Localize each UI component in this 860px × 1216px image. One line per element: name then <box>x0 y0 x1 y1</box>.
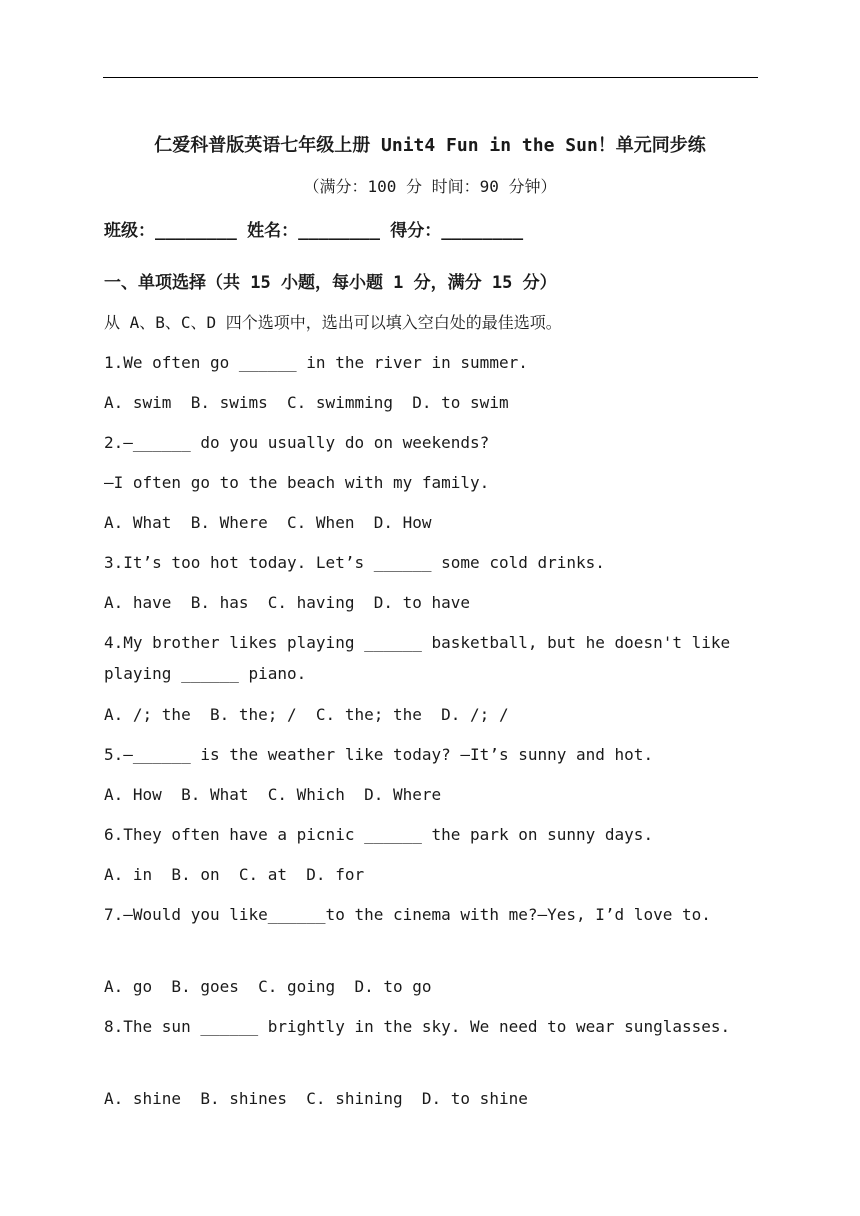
student-info-row: 班级：________ 姓名：________ 得分：________ <box>104 221 524 241</box>
question-2: 2.—______ do you usually do on weekends? <box>104 433 490 452</box>
question-8: 8.The sun ______ brightly in the sky. We need to wear sunglasses. <box>104 1017 731 1036</box>
question-6-options: A. in B. on C. at D. for <box>104 865 365 884</box>
question-6: 6.They often have a picnic ______ the park on sunny days. <box>104 825 654 844</box>
question-5: 5.—______ is the weather like today? —It’s sunny and hot. <box>104 745 654 764</box>
section-heading: 一、单项选择（共 15 小题，每小题 1 分，满分 15 分） <box>104 273 557 293</box>
question-2-options: A. What B. Where C. When D. How <box>104 513 432 532</box>
question-5-options: A. How B. What C. Which D. Where <box>104 785 442 804</box>
header-rule <box>103 77 758 78</box>
question-4: 4.My brother likes playing ______ basketball, but he doesn't like playing ______ piano. <box>104 633 740 683</box>
question-7: 7.—Would you like______to the cinema with me?—Yes, I’d love to. <box>104 905 711 924</box>
question-7-options: A. go B. goes C. going D. to go <box>104 977 432 996</box>
question-8-options: A. shine B. shines C. shining D. to shine <box>104 1089 528 1108</box>
document-title: 仁爱科普版英语七年级上册 Unit4 Fun in the Sun！单元同步练 <box>154 135 706 156</box>
question-2-reply: —I often go to the beach with my family. <box>104 473 490 492</box>
question-3: 3.It’s too hot today. Let’s ______ some cold drinks. <box>104 553 605 572</box>
question-3-options: A. have B. has C. having D. to have <box>104 593 471 612</box>
question-4-options: A. /; the B. the; / C. the; the D. /; / <box>104 705 509 724</box>
document-subtitle: （满分：100 分 时间：90 分钟） <box>303 177 557 196</box>
question-1-options: A. swim B. swims C. swimming D. to swim <box>104 393 509 412</box>
section-instruction: 从 A、B、C、D 四个选项中，选出可以填入空白处的最佳选项。 <box>104 313 562 332</box>
question-1: 1.We often go ______ in the river in summer. <box>104 353 528 372</box>
